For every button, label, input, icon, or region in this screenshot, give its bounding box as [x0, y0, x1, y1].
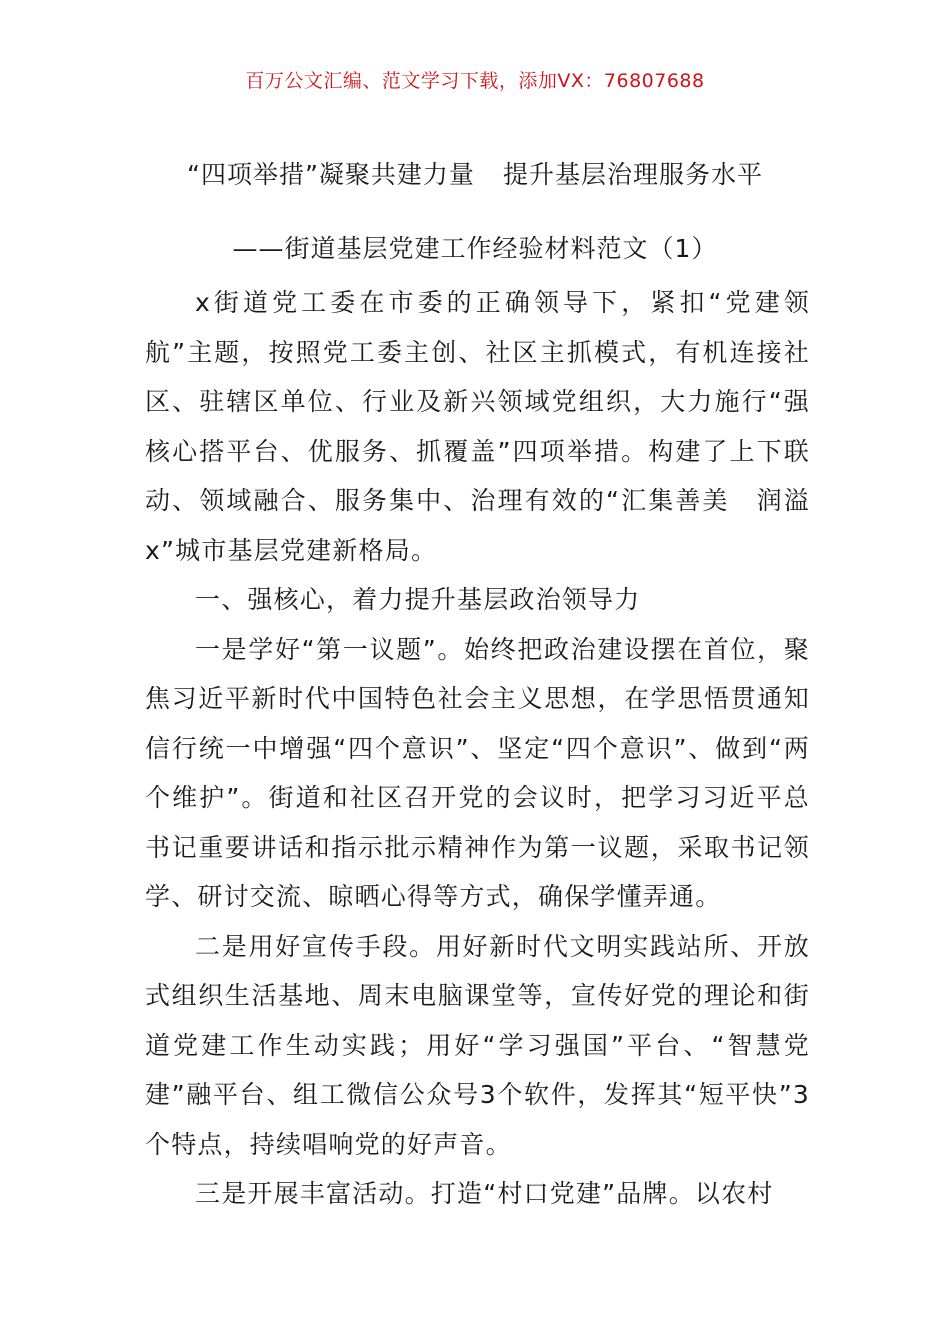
paragraph-intro: x街道党工委在市委的正确领导下，紧扣“党建领航”主题，按照党工委主创、社区主抓模式，有机连接社区、驻辖区单位、行业及新兴领域党组织，大力施行“强核心搭平台、优服务、抓覆盖”四项举措。构建了上下联动、领域融合、服务集中、治理有效的“汇集善美 润溢x”城市基层党建新格局。: [145, 288, 810, 565]
paragraph-publicity: 二是用好宣传手段。用好新时代文明实践站所、开放式组织生活基地、周末电脑课堂等，宣传好党的理论和街道党建工作生动实践；用好“学习强国”平台、“智慧党建”融平台、组工微信公众号3个软件，发挥其“短平快”3个特点，持续唱响党的好声音。: [145, 931, 810, 1159]
paragraph-first-topic: 一是学好“第一议题”。始终把政治建设摆在首位，聚焦习近平新时代中国特色社会主义思想，在学思悟贯通知信行统一中增强“四个意识”、坚定“四个意识”、做到“两个维护”。街道和社区召开党的会议时，把学习习近平总书记重要讲话和指示批示精神作为第一议题，采取书记领学、研讨交流、晾晒心得等方式，确保学懂弄通。: [145, 634, 810, 911]
section-heading: 一、强核心，着力提升基层政治领导力: [195, 585, 641, 614]
document-subtitle: ——街道基层党建工作经验材料范文（1）: [232, 234, 718, 263]
title-part-2: 提升基层治理服务水平: [502, 160, 763, 189]
document-body: [145, 278, 810, 1219]
watermark-header: 百万公文汇编、范文学习下载，添加VX：76807688: [245, 70, 705, 92]
title-part-1: “四项举措”凝聚共建力量: [187, 160, 475, 189]
document-title: [0, 155, 950, 195]
paragraph-activities: 三是开展丰富活动。打造“村口党建”品牌。以农村: [195, 1179, 774, 1208]
